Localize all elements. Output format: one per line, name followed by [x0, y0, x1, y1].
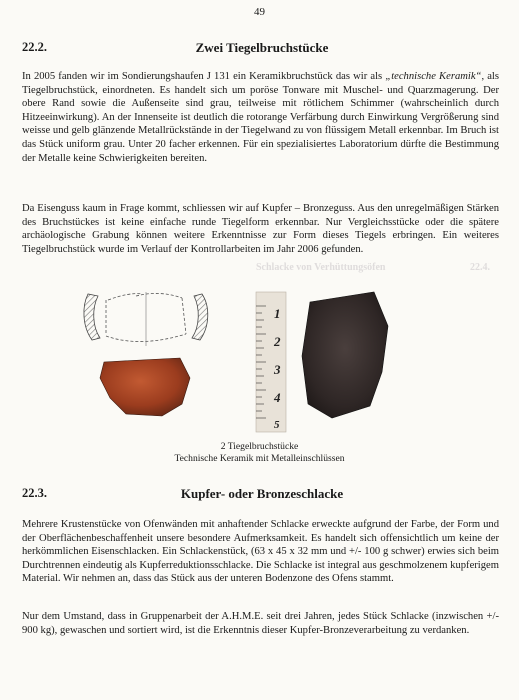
measuring-ruler — [256, 292, 286, 432]
page-number: 49 — [254, 6, 265, 18]
caption-line: Technische Keramik mit Metalleinschlüssen — [174, 453, 345, 464]
figure-photo — [70, 286, 450, 434]
section-number: 22.2. — [22, 40, 47, 54]
ruler-number: 4 — [274, 390, 281, 405]
paragraph: Da Eisenguss kaum in Frage kommt, schliessen wir auf Kupfer – Bronzeguss. Aus den unregelmäßigen Stärken des Bruchstückes ist keine einfache runde Tiegelform erkennbar. Nur Vergleichsstücke oder die spätere archäologische Grabung können weitere Erkenntnisse zur Form dieses Tiegels erbringen. Ein weiteres Tiegelbruchstück wurde im Verlauf der Kontrollarbeiten im Jahr 2006 gefunden. — [22, 203, 499, 255]
paragraph: Nur dem Umstand, dass in Gruppenarbeit der A.H.M.E. seit drei Jahren, jedes Stück Schlacke (inzwischen +/- 900 kg), gewaschen und sortiert wird, ist die Erkenntnis dieser Kupfer-Bronzeverarbeitung zu verdanken. — [22, 611, 499, 636]
section-heading — [22, 486, 502, 504]
figure-caption — [0, 441, 519, 465]
paragraph-quote: „technische Keramik“ — [385, 71, 482, 82]
section-title: Zwei Tiegelbruchstücke — [195, 40, 329, 55]
paragraph: Mehrere Krustenstücke von Ofenwänden mit anhaftender Schlacke erweckte aufgrund der Farbe, der Form und der Oberflächenbeschaffenheit unsere besondere Aufmerksamkeit. Es handelt sich offensichtlich um keine der herkömmlichen Eisenschlacken. Ein Schlackenstück, (63 x 45 x 32 mm und +/- 100 g schwer) erwies sich beim Durchtrennen eindeutig als Kupferreduktionsschlacke. Die Schlacke ist integral aus geschmolzenem kupferigem Material. Wir nehmen an, dass das Stück aus der unteren Bodenzone des Ofens stammt. — [22, 519, 499, 585]
section-heading — [22, 40, 502, 58]
ruler-number: 2 — [274, 334, 281, 349]
paragraph-text: , als Tiegelbruchstück, einordneten. Es handelt sich um poröse Tonware mit Muschel- und Quarzmagerung. Der obere Rand sowie die Außenseite sind grau, teilweise mit rötlichem Schimmer (wahrscheinlich durch Hitzeeinwirkung). An der Innenseite ist deutlich die rotorange Verfärbung durch Einwirkung Vergrößerung sind weisse und gelb glänzende Metallrückstände in der Tiegelwand zu von flüssigem Metall erkennbar. Im Bruch ist das Stück uniform grau. Unter 20 facher erkennen. Für ein spezialisiertes Laboratorium dürfte die Bestimmung der Metalle keine Schwierigkeiten bereiten. — [22, 71, 499, 164]
crucible-profile-drawing — [84, 292, 208, 346]
ruler-number: 3 — [274, 362, 281, 377]
red-sherd-photo — [100, 358, 190, 416]
ruler-number: 1 — [274, 306, 281, 321]
section-title: Kupfer- oder Bronzeschlacke — [180, 486, 344, 501]
bleed-through-number: 22.4. — [470, 262, 490, 273]
bleed-through-heading: Schlacke von Verhüttungsöfen — [256, 262, 386, 273]
paragraph-text: In 2005 fanden wir im Sondierungshaufen J 131 ein Keramikbruchstück das wir als — [22, 71, 386, 82]
caption-line: 2 Tiegelbruchstücke — [220, 441, 299, 452]
paragraph — [22, 70, 499, 165]
section-number: 22.3. — [22, 486, 47, 500]
dark-sherd-photo — [302, 292, 388, 418]
figure-illustration — [70, 286, 450, 434]
ruler-number: 5 — [274, 419, 280, 431]
